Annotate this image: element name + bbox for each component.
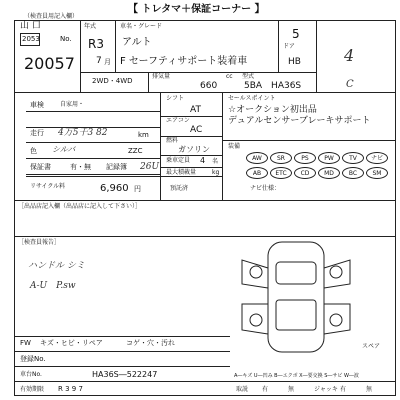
damage-legend: A―キズ U―凹み B―エクボ X―要交換 S―サビ W―波 bbox=[234, 373, 359, 379]
fw-text: キズ・ヒビ・リペア bbox=[40, 339, 103, 347]
car-diagram bbox=[232, 238, 360, 356]
model-code: 5BA HA36S bbox=[244, 81, 302, 91]
spare-label: スペア bbox=[362, 343, 381, 350]
navi-label: ナビ仕様： bbox=[250, 185, 281, 192]
top-small-note: （検査員用記入欄） bbox=[24, 13, 79, 20]
accessory-label: 無 bbox=[366, 386, 373, 393]
capacity-unit: 名 bbox=[212, 158, 219, 165]
accessory-label: 有 bbox=[340, 386, 347, 393]
interior-score: C bbox=[346, 79, 354, 90]
equipment-item: ETC bbox=[270, 167, 292, 179]
selling-points-label: セールスポイント bbox=[228, 95, 276, 102]
grade-name: F セーフティサポート装着車 bbox=[120, 56, 248, 67]
equipment-item: TV bbox=[342, 152, 364, 164]
body-type: HB bbox=[288, 57, 301, 67]
chassis-number: HA36S―522247 bbox=[92, 370, 158, 379]
equipment-item: PS bbox=[294, 152, 316, 164]
stamp-number: 2053 bbox=[22, 35, 40, 43]
load-unit: kg bbox=[212, 169, 220, 176]
recycle-fee-label: リサイクル料 bbox=[30, 183, 66, 190]
door-count: 5 bbox=[292, 27, 300, 41]
color-label: 色 bbox=[30, 147, 37, 155]
overall-score: 4 bbox=[344, 46, 355, 65]
accessory-label: 無 bbox=[288, 386, 295, 393]
registration-label: 登録No. bbox=[20, 355, 46, 363]
warranty-label: 保証書 bbox=[30, 163, 51, 171]
self-owned-label: 自家用・ bbox=[60, 101, 85, 108]
displacement: 660 bbox=[200, 81, 218, 91]
record-book-value: 26U bbox=[140, 162, 160, 172]
header-banner: 【 トレタマ＋保証コーナー 】 bbox=[128, 4, 265, 15]
accessory-label: 取説 bbox=[236, 386, 249, 393]
fuel-label: 燃料 bbox=[166, 137, 179, 144]
fw-label: FW bbox=[20, 339, 31, 347]
car-inspection-label: 車検 bbox=[30, 101, 44, 109]
equipment-item: AB bbox=[246, 167, 268, 179]
equipment-item: SR bbox=[270, 152, 292, 164]
selling-point-1: ☆オークション初出品 bbox=[228, 105, 317, 115]
stamp-number-label: No. bbox=[60, 35, 72, 43]
capacity: 4 bbox=[200, 156, 206, 165]
model-name: アルト bbox=[122, 37, 152, 48]
equipment-item: CD bbox=[294, 167, 316, 179]
warranty-value: 有・無 bbox=[70, 163, 91, 171]
color-value: シルバ bbox=[52, 145, 76, 154]
exhibitor-notes-label: ［出品店記入欄（出品店に記入して下さい）］ bbox=[18, 203, 142, 210]
equipment-item: SM bbox=[366, 167, 388, 179]
year-label: 年式 bbox=[84, 23, 97, 30]
model-month-suffix: 月 bbox=[104, 58, 111, 66]
region-label: 山 口 bbox=[20, 21, 41, 31]
expiry-value: R 3 9 7 bbox=[58, 385, 83, 393]
aircon: AC bbox=[190, 125, 203, 135]
mileage-value: 4万5千3 82 bbox=[58, 128, 108, 138]
selling-point-2: デュアルセンサーブレーキサポート bbox=[228, 116, 371, 126]
drive-type: 2WD・4WD bbox=[92, 77, 133, 85]
equipment-item: AW bbox=[246, 152, 268, 164]
equipment-item: PW bbox=[318, 152, 340, 164]
chassis-label: 車台No. bbox=[20, 371, 42, 378]
mileage-unit: km bbox=[138, 131, 149, 139]
aircon-label: エアコン bbox=[166, 117, 190, 124]
equipment-item: ナビ bbox=[366, 152, 388, 164]
accessory-label: ジャッキ bbox=[314, 386, 338, 393]
equipment-item: BC bbox=[342, 167, 364, 179]
fuel: ガソリン bbox=[178, 145, 210, 154]
equipment-item: MD bbox=[318, 167, 340, 179]
capacity-label: 乗車定員 bbox=[166, 157, 191, 164]
inspector-report-label: ［検査員報告］ bbox=[18, 239, 61, 246]
transmission: AT bbox=[190, 105, 201, 115]
equipment-label: 装備 bbox=[228, 143, 241, 150]
model-label: 車名・グレード bbox=[120, 23, 163, 30]
mileage-label: 走行 bbox=[30, 129, 44, 137]
inspector-note-1: ハンドル シミ bbox=[28, 261, 85, 271]
fw-text-2: コゲ・穴・汚れ bbox=[126, 339, 175, 347]
model-code-label: 型式 bbox=[242, 73, 255, 80]
door-label: ドア bbox=[283, 43, 295, 50]
recycle-fee: 6,960 bbox=[100, 183, 129, 194]
model-month: 7 bbox=[96, 56, 102, 66]
displacement-label: 排気量 bbox=[152, 73, 171, 80]
transmission-label: シフト bbox=[166, 95, 185, 102]
load-label: 最大積載量 bbox=[166, 169, 197, 176]
recycle-fee-unit: 円 bbox=[134, 185, 141, 193]
accessory-label: 有 bbox=[262, 386, 269, 393]
record-book-label: 記録簿 bbox=[106, 163, 127, 171]
lot-number: 20057 bbox=[24, 54, 75, 73]
model-year: R3 bbox=[88, 37, 104, 51]
recycle-fee-note: 預託済 bbox=[170, 185, 189, 192]
color-code: ZZC bbox=[128, 147, 143, 155]
inspector-note-2: A-U P.sw bbox=[30, 281, 76, 291]
expiry-label: 有効期限 bbox=[20, 386, 45, 393]
cc-label: cc bbox=[226, 73, 233, 80]
